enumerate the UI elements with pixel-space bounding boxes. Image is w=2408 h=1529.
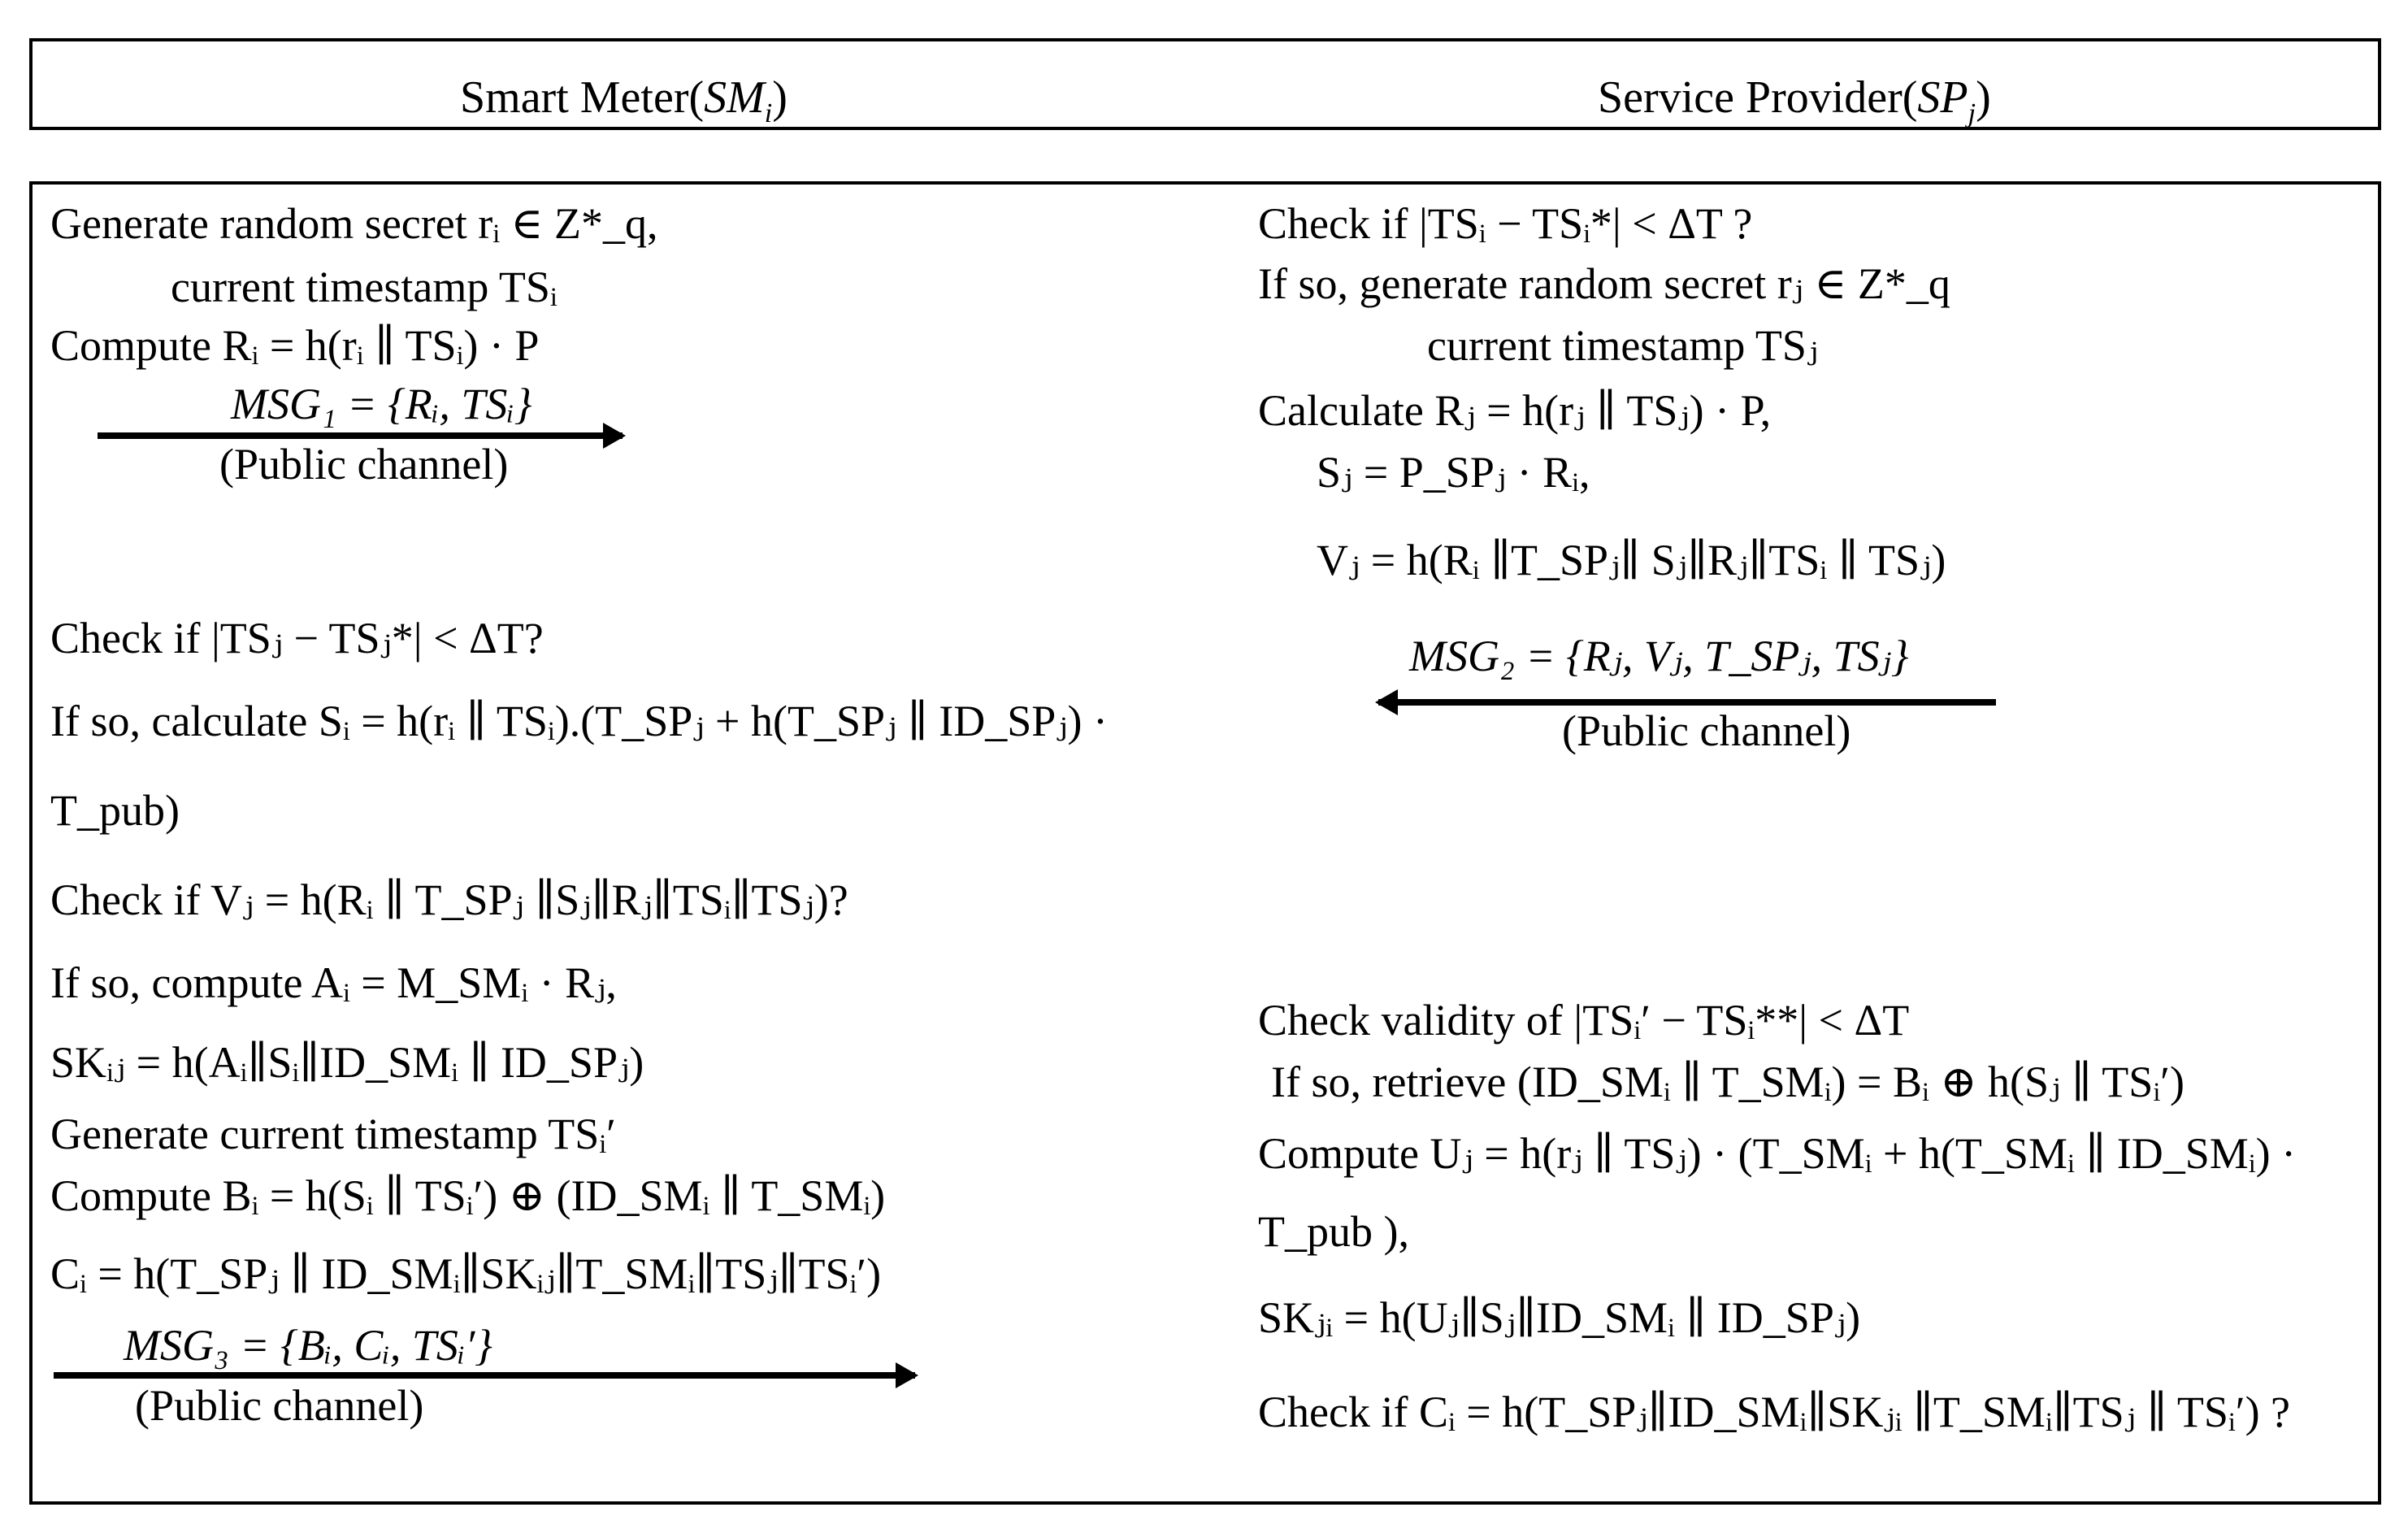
msg1-channel: (Public channel)	[219, 440, 509, 489]
msg3-arrow	[54, 1372, 915, 1379]
sm-compute-a: If so, compute Aᵢ = M_SMᵢ · Rⱼ,	[50, 958, 617, 1007]
sm-current-timestamp: current timestamp TSᵢ	[171, 263, 558, 311]
sm-compute-b: Compute Bᵢ = h(Sᵢ ∥ TSᵢ′) ⊕ (ID_SMᵢ ∥ T_SMᵢ)	[50, 1171, 886, 1220]
sp-compute-u-cont: T_pub ),	[1258, 1207, 1409, 1256]
sp-check-c: Check if Cᵢ = h(T_SPⱼ∥ID_SMᵢ∥SKⱼᵢ ∥T_SMᵢ∥TSⱼ ∥ TSᵢ′) ?	[1258, 1388, 2291, 1436]
service-provider-title: Service $Provider(SP_j)$	[1598, 72, 1991, 128]
msg3-label: MSG₃ = {Bᵢ, Cᵢ, TSᵢ′}	[124, 1321, 492, 1370]
sp-calculate-r: Calculate Rⱼ = h(rⱼ ∥ TSⱼ) · P,	[1258, 386, 1772, 435]
sp-current-timestamp: current timestamp TSⱼ	[1427, 321, 1819, 370]
header-box	[29, 38, 2381, 130]
sm-session-key: SKᵢⱼ = h(Aᵢ∥Sᵢ∥ID_SMᵢ ∥ ID_SPⱼ)	[50, 1038, 644, 1087]
sm-compute-c: Cᵢ = h(T_SPⱼ ∥ ID_SMᵢ∥SKᵢⱼ∥T_SMᵢ∥TSⱼ∥TSᵢ′)	[50, 1249, 882, 1298]
sp-retrieve-id: If so, retrieve (ID_SMᵢ ∥ T_SMᵢ) = Bᵢ ⊕ h(Sⱼ ∥ TSᵢ′)	[1271, 1058, 2185, 1106]
sp-session-key: SKⱼᵢ = h(Uⱼ∥Sⱼ∥ID_SMᵢ ∥ ID_SPⱼ)	[1258, 1293, 1861, 1342]
msg2-channel: (Public channel)	[1562, 706, 1851, 755]
sm-generate-timestamp: Generate current timestamp TSᵢ′	[50, 1110, 616, 1158]
msg1-arrow	[98, 432, 623, 439]
sm-check-v: Check if Vⱼ = h(Rᵢ ∥ T_SPⱼ ∥Sⱼ∥Rⱼ∥TSᵢ∥TSⱼ)?	[50, 875, 848, 924]
sp-check-timestamp: Check if |TSᵢ − TSᵢ*| < ΔT ?	[1258, 199, 1753, 248]
sm-calculate-s: If so, calculate Sᵢ = h(rᵢ ∥ TSᵢ).(T_SPⱼ + h(T_SPⱼ ∥ ID_SPⱼ) ·	[50, 697, 1109, 745]
sp-calculate-v: Vⱼ = h(Rᵢ ∥T_SPⱼ∥ Sⱼ∥Rⱼ∥TSᵢ ∥ TSⱼ)	[1317, 536, 1946, 584]
sp-generate-secret: If so, generate random secret rⱼ ∈ Z*_q	[1258, 259, 1950, 308]
sm-check-timestamp: Check if |TSⱼ − TSⱼ*| < ΔT?	[50, 614, 544, 662]
sp-compute-u: Compute Uⱼ = h(rⱼ ∥ TSⱼ) · (T_SMᵢ + h(T_SMᵢ ∥ ID_SMᵢ) ·	[1258, 1129, 2297, 1178]
sm-generate-secret: Generate random secret rᵢ ∈ Z*_q,	[50, 199, 658, 248]
sp-check-validity: Check validity of |TSᵢ′ − TSᵢ**| < ΔT	[1258, 996, 1910, 1045]
sp-calculate-s: Sⱼ = P_SPⱼ · Rᵢ,	[1317, 448, 1590, 497]
msg1-label: MSG₁ = {Rᵢ, TSᵢ}	[231, 380, 532, 428]
msg2-arrow	[1378, 699, 1996, 706]
smart-meter-title: Smart $Meter(SM_i)$	[460, 72, 787, 128]
msg2-label: MSG₂ = {Rⱼ, Vⱼ, T_SPⱼ, TSⱼ}	[1409, 632, 1909, 680]
sm-calculate-s-cont: T_pub)	[50, 786, 180, 835]
msg3-channel: (Public channel)	[135, 1381, 424, 1430]
sm-compute-r: Compute Rᵢ = h(rᵢ ∥ TSᵢ) · P	[50, 321, 540, 370]
